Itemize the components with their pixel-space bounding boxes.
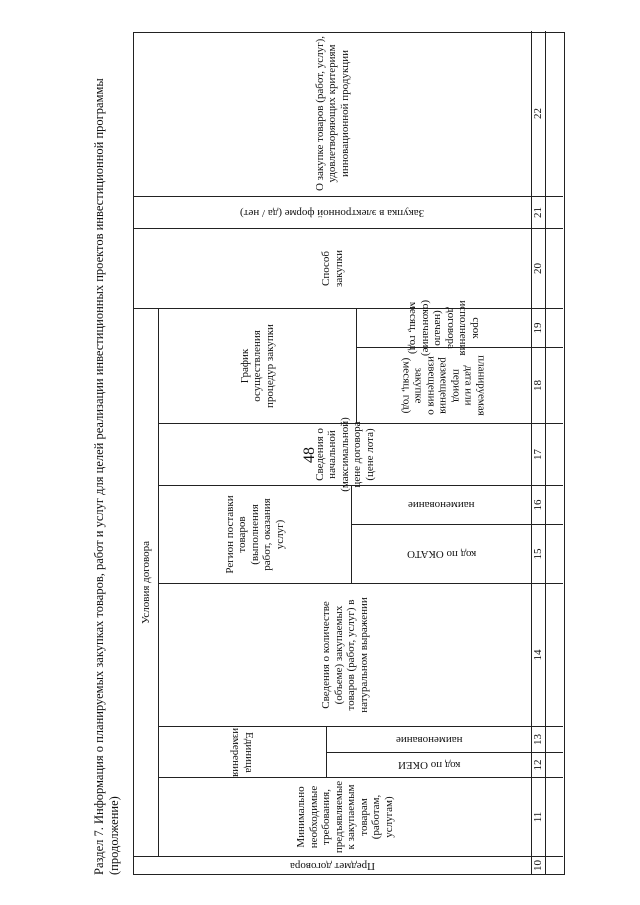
column-number: 13 — [532, 726, 546, 752]
data-cell — [546, 308, 563, 347]
column-number: 11 — [532, 777, 546, 856]
data-cell — [546, 752, 563, 777]
data-cell — [546, 524, 563, 583]
unit-group-header — [159, 726, 327, 777]
column-number: 17 — [532, 423, 546, 485]
data-cell — [546, 726, 563, 752]
region-name-header — [352, 485, 532, 524]
schedule-notice-header — [357, 347, 532, 423]
unit-group-label: Единица измерения — [230, 727, 255, 777]
data-cell — [546, 856, 563, 874]
column-number: 18 — [532, 347, 546, 423]
schedule-term-label: срок исполнения договора (начало (окончание) месяц, год) — [407, 299, 482, 357]
data-cell — [546, 485, 563, 524]
data-cell — [546, 196, 563, 228]
section-caption: Раздел 7. Информация о планируемых закупках товаров, работ и услуг для целей реализации инвестиционных проектов инвестиционной программы (продолжение) — [92, 78, 121, 875]
region-okato-header — [352, 524, 532, 583]
schedule-notice-label: планируемая дата или период размещения извещения о закупке (месяц, год) — [400, 355, 488, 416]
data-cell — [546, 583, 563, 726]
unit-name-header — [327, 726, 532, 752]
data-cell — [546, 347, 563, 423]
schedule-group-header: График осуществления процедур закупки — [159, 308, 357, 423]
innovative-header: О закупке товаров (работ, услуг), удовлетворяющих критериям инновационной продукции — [134, 31, 532, 196]
region-group-header: Регион поставки товаров (выполнения работ, оказания услуг) — [159, 485, 352, 583]
unit-okei-label: код по ОКЕИ — [397, 759, 461, 772]
data-cell — [546, 31, 563, 196]
column-number: 16 — [532, 485, 546, 524]
procurement-table — [133, 32, 565, 875]
unit-name-label: наименование — [395, 733, 463, 746]
column-number: 10 — [532, 856, 546, 874]
region-okato-label: код по ОКАТО — [406, 548, 477, 561]
column-number: 20 — [532, 228, 546, 308]
schedule-term-header — [357, 299, 532, 357]
data-cell — [546, 423, 563, 485]
page-number: 48 — [301, 447, 318, 463]
column-number: 19 — [532, 308, 546, 347]
electronic-label: Закупка в электронной форме (да / нет) — [240, 206, 425, 219]
subject-group-header — [134, 856, 532, 874]
conditions-group-header: Условия договора — [134, 308, 159, 856]
column-number: 15 — [532, 524, 546, 583]
quantity-header: Сведения о количестве (объеме) закупаемых товаров (работ, услуг) в натуральном выражении — [159, 583, 532, 726]
electronic-header — [134, 196, 532, 228]
column-number: 21 — [532, 196, 546, 228]
data-cell — [546, 777, 563, 856]
column-number: 14 — [532, 583, 546, 726]
method-header: Способ закупки — [134, 228, 532, 308]
column-number: 22 — [532, 31, 546, 196]
unit-okei-header — [327, 752, 532, 777]
min-requirements-header: Минимально необходимые требования, предъявляемые к закупаемым товарам (работам, услугам) — [159, 777, 532, 856]
subject-group-label: Предмет договора — [289, 859, 375, 872]
initial-price-header: Сведения о начальной (максимальной) цене договора (цене лота) — [159, 423, 532, 485]
column-number: 12 — [532, 752, 546, 777]
region-name-label: наименование — [408, 499, 475, 512]
data-cell — [546, 228, 563, 308]
